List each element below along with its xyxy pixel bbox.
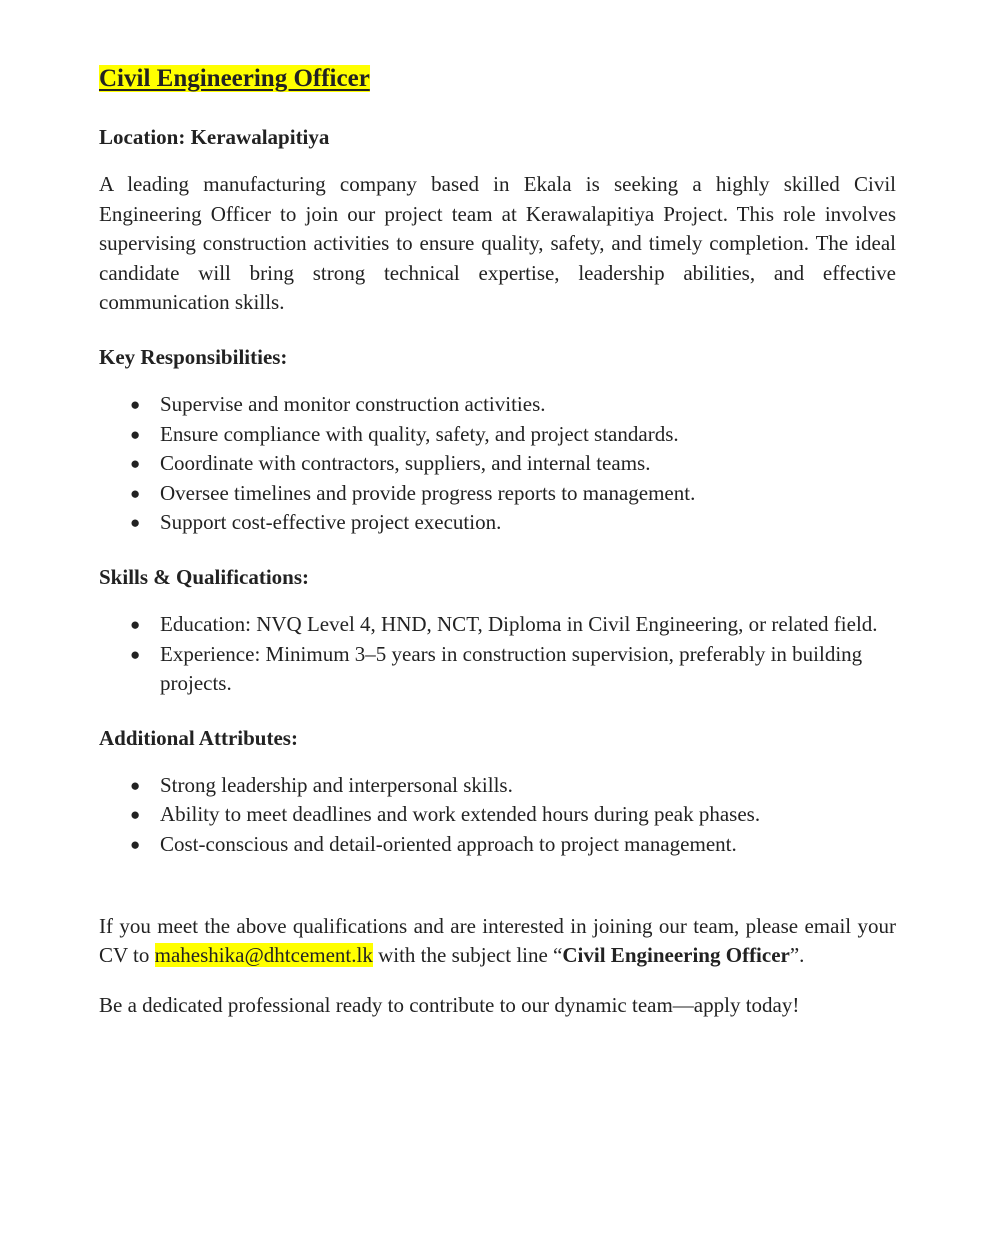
application-instructions [99, 912, 896, 971]
bullet-icon: ● [130, 424, 141, 444]
subject-line: Civil Engineering Officer [562, 943, 790, 968]
bullet-icon: ● [130, 454, 141, 474]
bullet-icon: ● [130, 483, 141, 503]
list-item: ● Education: NVQ Level 4, HND, NCT, Diploma in Civil Engineering, or related field. [160, 610, 896, 640]
apply-prefix: If you meet the above qualifications and are interested in joining our team, please email your CV to [99, 913, 896, 968]
bullet-icon: ● [130, 644, 141, 664]
bullet-icon: ● [130, 775, 141, 795]
apply-suffix: ”. [789, 943, 805, 968]
intro-paragraph: A leading manufacturing company based in Ekala is seeking a highly skilled Civil Engineering Officer to join our project team at Kerawalapitiya Project. This role involves supervising construction activities to ensure quality, safety, and timely completion. The ideal candidate will bring strong technical expertise, leadership abilities, and effective communication skills. [99, 172, 896, 315]
bullet-icon: ● [130, 805, 141, 825]
list-item: ● Support cost-effective project execution. [160, 508, 896, 538]
responsibilities-list [99, 390, 896, 538]
attributes-heading: Additional Attributes: [99, 725, 298, 750]
attributes-list [99, 771, 896, 860]
bullet-icon: ● [130, 614, 141, 634]
skills-heading: Skills & Qualifications: [99, 564, 310, 589]
bullet-icon: ● [130, 513, 141, 533]
job-location: Location: Kerawalapitiya [99, 125, 330, 149]
bullet-icon: ● [130, 834, 141, 854]
list-item: ● Ability to meet deadlines and work extended hours during peak phases. [160, 800, 896, 830]
list-item: ● Supervise and monitor construction activities. [160, 390, 896, 420]
list-item: ● Ensure compliance with quality, safety, and project standards. [160, 420, 896, 450]
closing-line: Be a dedicated professional ready to contribute to our dynamic team—apply today! [99, 992, 800, 1017]
list-item: ● Coordinate with contractors, suppliers, and internal teams. [160, 449, 896, 479]
list-item: ● Experience: Minimum 3–5 years in construction supervision, preferably in building projects. [130, 641, 863, 696]
skills-list [99, 610, 896, 699]
list-item: ● Oversee timelines and provide progress reports to management. [160, 479, 896, 509]
email-link[interactable]: maheshika@dhtcement.lk [154, 943, 373, 968]
responsibilities-heading: Key Responsibilities: [99, 344, 288, 369]
list-item: ● Cost-conscious and detail-oriented approach to project management. [160, 830, 896, 860]
list-item: ● Strong leadership and interpersonal skills. [160, 771, 896, 801]
job-title [99, 62, 896, 96]
bullet-icon: ● [130, 394, 141, 414]
apply-middle: with the subject line “ [372, 943, 563, 968]
job-title-text: Civil Engineering Officer [99, 65, 370, 92]
